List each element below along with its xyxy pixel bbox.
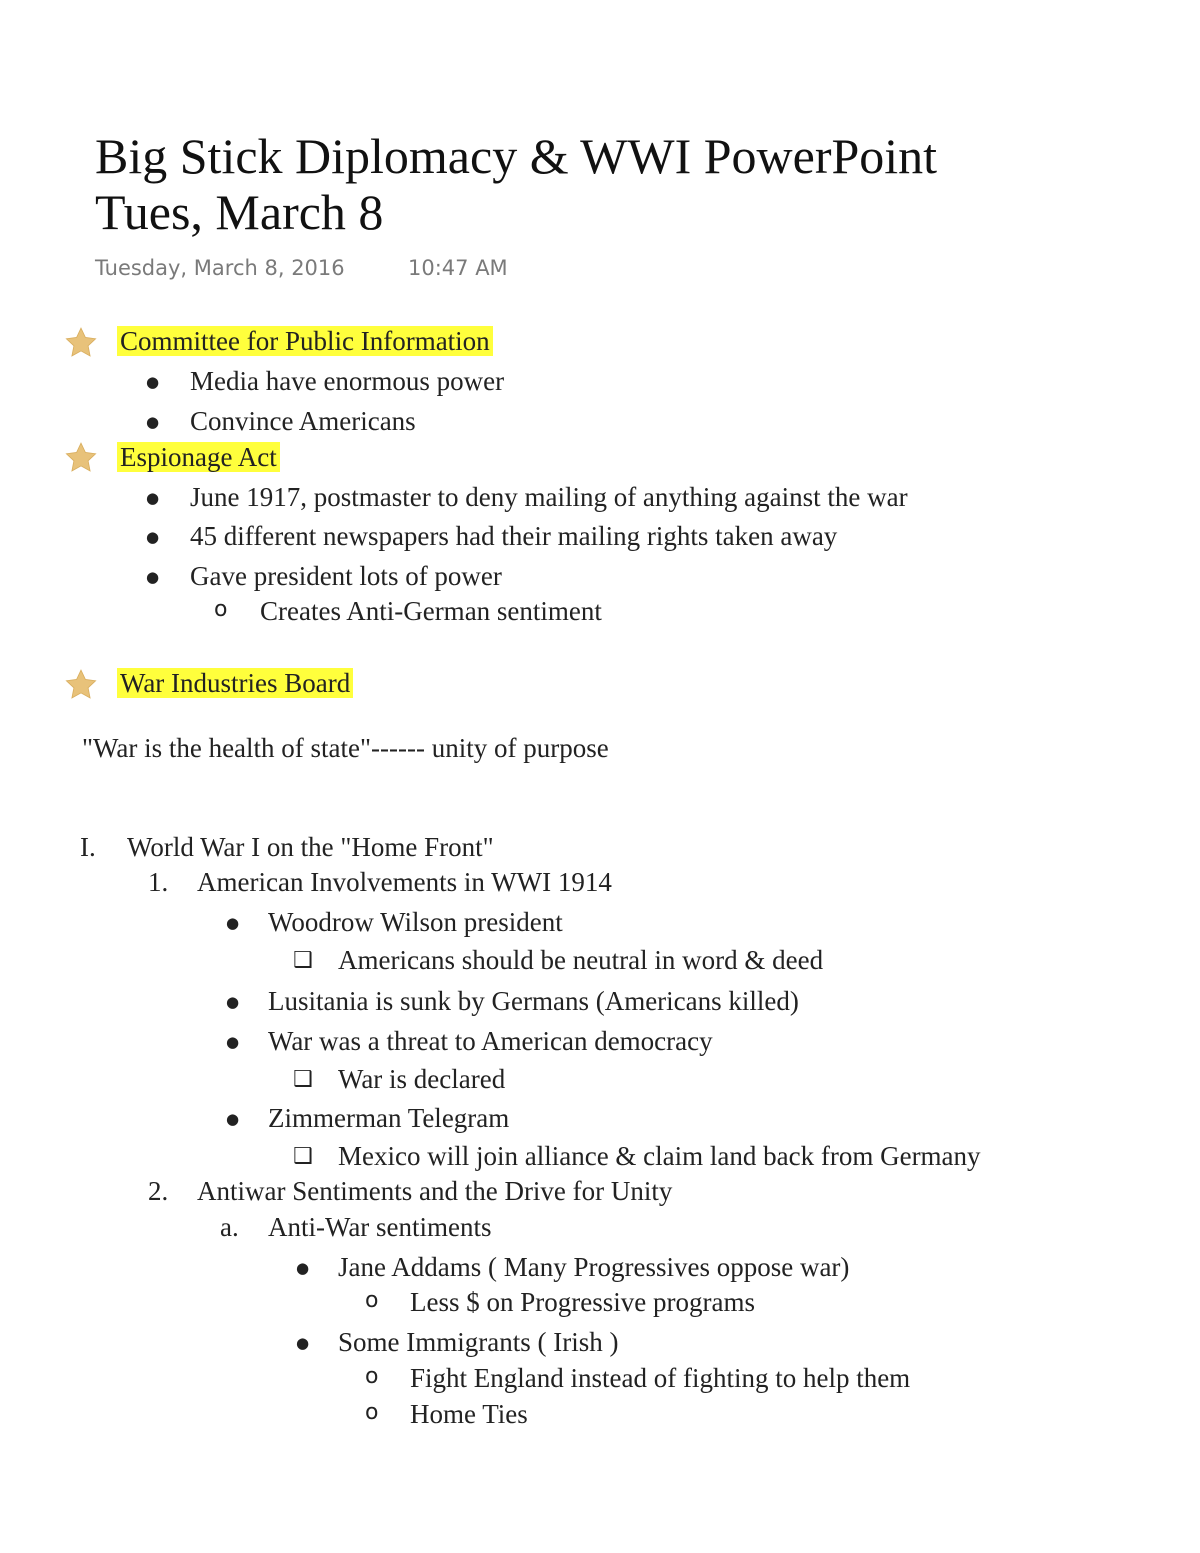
list-item: 45 different newspapers had their mailing rights taken away [190, 521, 838, 551]
list-item: Americans should be neutral in word & deed [338, 945, 824, 975]
page-subtitle: Tues, March 8 [95, 184, 384, 240]
section-heading-espionage: Espionage Act [117, 440, 280, 474]
outline-marker: I. [80, 832, 96, 862]
list-item: Woodrow Wilson president [268, 907, 563, 937]
bullet-icon: ● [226, 1110, 240, 1128]
outline-subheading: Anti-War sentiments [268, 1212, 492, 1242]
checkbox-bullet-icon: ❑ [293, 1144, 313, 1169]
star-icon [64, 668, 98, 702]
list-item: Fight England instead of fighting to help them [410, 1363, 911, 1393]
list-item: Jane Addams ( Many Progressives oppose war) [338, 1252, 850, 1282]
list-item: Lusitania is sunk by Germans (Americans killed) [268, 986, 799, 1016]
circle-bullet-icon: o [214, 597, 228, 622]
bullet-icon: ● [146, 373, 160, 391]
note-date: Tuesday, March 8, 2016 [95, 256, 345, 280]
page-title: Big Stick Diplomacy & WWI PowerPoint [95, 128, 938, 184]
star-icon [64, 326, 98, 360]
outline-subheading: Antiwar Sentiments and the Drive for Unity [197, 1176, 673, 1206]
outline-marker: 2. [148, 1176, 169, 1206]
note-time: 10:47 AM [408, 256, 508, 280]
outline-marker: 1. [148, 867, 169, 897]
section-heading-wib: War Industries Board [117, 666, 353, 700]
bullet-icon: ● [226, 1033, 240, 1051]
circle-bullet-icon: o [365, 1364, 379, 1389]
bullet-icon: ● [226, 993, 240, 1011]
list-item: Media have enormous power [190, 366, 505, 396]
list-item: Mexico will join alliance & claim land back from Germany [338, 1141, 981, 1171]
checkbox-bullet-icon: ❑ [293, 1067, 313, 1092]
star-icon [64, 441, 98, 475]
outline-marker: a. [220, 1212, 239, 1242]
quote-text: "War is the health of state"------ unity of purpose [82, 733, 609, 763]
list-item: Less $ on Progressive programs [410, 1287, 755, 1317]
outline-heading: World War I on the "Home Front" [127, 832, 494, 862]
bullet-icon: ● [296, 1259, 310, 1277]
bullet-icon: ● [146, 528, 160, 546]
bullet-icon: ● [226, 914, 240, 932]
list-item: Some Immigrants ( Irish ) [338, 1327, 619, 1357]
list-item: Creates Anti-German sentiment [260, 596, 602, 626]
bullet-icon: ● [146, 413, 160, 431]
checkbox-bullet-icon: ❑ [293, 948, 313, 973]
bullet-icon: ● [296, 1334, 310, 1352]
outline-subheading: American Involvements in WWI 1914 [197, 867, 612, 897]
list-item: War is declared [338, 1064, 506, 1094]
list-item: Gave president lots of power [190, 561, 502, 591]
list-item: June 1917, postmaster to deny mailing of anything against the war [190, 482, 908, 512]
section-heading-cpi: Committee for Public Information [117, 324, 493, 358]
list-item: Home Ties [410, 1399, 528, 1429]
list-item: Zimmerman Telegram [268, 1103, 510, 1133]
list-item: Convince Americans [190, 406, 416, 436]
bullet-icon: ● [146, 568, 160, 586]
circle-bullet-icon: o [365, 1400, 379, 1425]
list-item: War was a threat to American democracy [268, 1026, 713, 1056]
circle-bullet-icon: o [365, 1288, 379, 1313]
bullet-icon: ● [146, 489, 160, 507]
